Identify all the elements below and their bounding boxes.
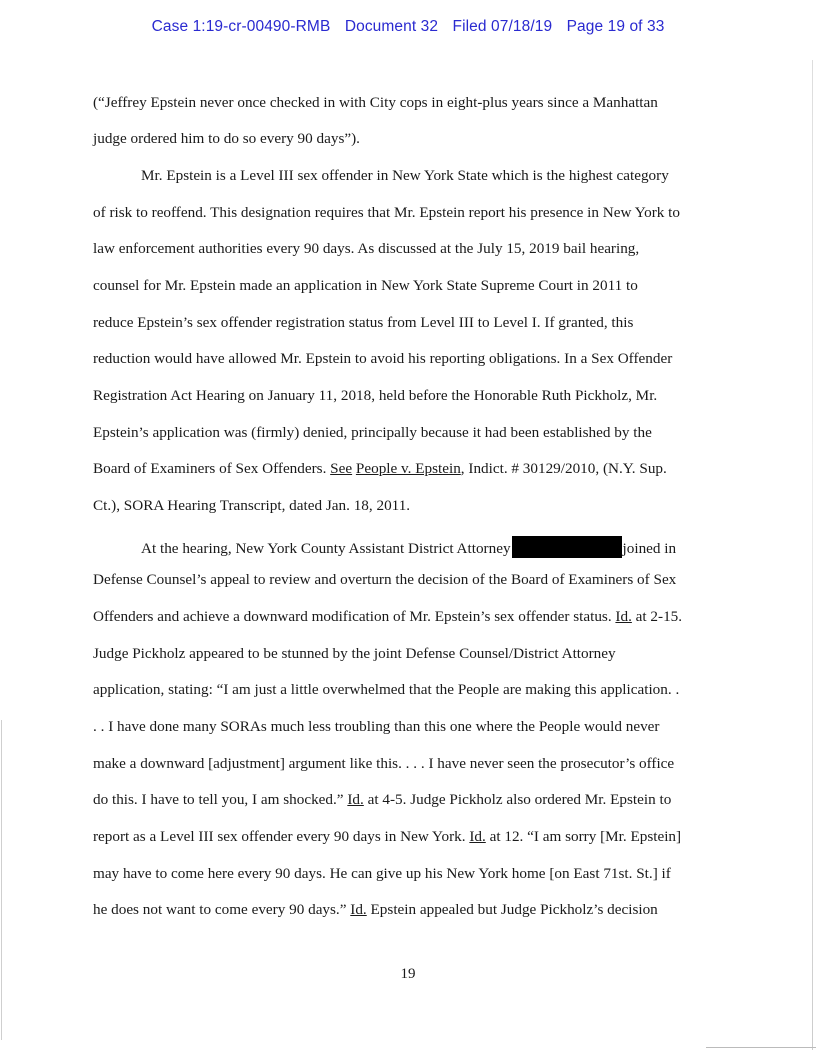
text-line (93, 901, 658, 919)
text-line (93, 608, 682, 626)
page-number: 19 (400, 966, 416, 982)
text-segment: at 4-5. Judge Pickholz also ordered Mr. Epstein to (363, 791, 672, 808)
text-line: Registration Act Hearing on January 11, 2018, held before the Honorable Ruth Pickholz, Mr. (93, 387, 658, 404)
text-line: . . I have done many SORAs much less troubling than this one where the People would never (93, 718, 660, 735)
scan-edge-right (812, 60, 813, 1050)
text-line (93, 791, 671, 809)
case-number: Case 1:19-cr-00490-RMB (151, 18, 331, 35)
redaction-block (512, 536, 622, 558)
id-citation: Id. (469, 828, 486, 845)
text-segment: Epstein appealed but Judge Pickholz’s decision (366, 901, 658, 918)
id-citation: Id. (350, 901, 367, 918)
text-line: reduction would have allowed Mr. Epstein to avoid his reporting obligations. In a Sex Offender (93, 350, 673, 367)
text-line: (“Jeffrey Epstein never once checked in with City cops in eight-plus years since a Manhattan (93, 94, 658, 111)
text-line: Mr. Epstein is a Level III sex offender in New York State which is the highest category (141, 167, 669, 184)
text-line: Ct.), SORA Hearing Transcript, dated Jan. 18, 2011. (93, 497, 411, 514)
filed-date: Filed 07/18/19 (452, 18, 553, 35)
case-citation: People v. Epstein (355, 460, 461, 477)
text-line: counsel for Mr. Epstein made an application in New York State Supreme Court in 2011 to (93, 277, 638, 294)
case-header (0, 18, 816, 36)
text-segment: Board of Examiners of Sex Offenders. (93, 460, 331, 477)
citation-signal: See (330, 460, 353, 477)
text-line: judge ordered him to do so every 90 days”). (93, 130, 360, 147)
text-segment: joined in (622, 540, 677, 557)
text-segment: he does not want to come every 90 days.” (93, 901, 351, 918)
text-line: of risk to reoffend. This designation requires that Mr. Epstein report his presence in New York to (93, 204, 680, 221)
scan-edge-left (1, 720, 2, 1040)
text-line: Defense Counsel’s appeal to review and overturn the decision of the Board of Examiners of Sex (93, 571, 677, 588)
text-line (141, 536, 676, 558)
text-line: make a downward [adjustment] argument like this. . . . I have never seen the prosecutor’s office (93, 755, 675, 772)
text-segment: at 12. “I am sorry [Mr. Epstein] (485, 828, 682, 845)
text-line: law enforcement authorities every 90 days. As discussed at the July 15, 2019 bail hearing, (93, 240, 640, 257)
text-segment: Offenders and achieve a downward modification of Mr. Epstein’s sex offender status. (93, 608, 616, 625)
document-number: Document 32 (344, 18, 439, 35)
text-segment: , Indict. # 30129/2010, (N.Y. Sup. (460, 460, 667, 477)
text-line: Epstein’s application was (firmly) denied, principally because it had been established by the (93, 424, 652, 441)
scan-edge-bottom (706, 1047, 816, 1048)
text-segment: report as a Level III sex offender every 90 days in New York. (93, 828, 470, 845)
id-citation: Id. (615, 608, 632, 625)
text-segment: At the hearing, New York County Assistant District Attorney (141, 540, 511, 557)
text-segment: do this. I have to tell you, I am shocked.” (93, 791, 348, 808)
text-line: Judge Pickholz appeared to be stunned by the joint Defense Counsel/District Attorney (93, 645, 616, 662)
text-line: reduce Epstein’s sex offender registration status from Level III to Level I. If granted, this (93, 314, 634, 331)
text-line (93, 460, 667, 478)
text-segment: at 2-15. (631, 608, 683, 625)
text-line: application, stating: “I am just a little overwhelmed that the People are making this application. . (93, 681, 680, 698)
text-line (93, 828, 681, 846)
id-citation: Id. (347, 791, 364, 808)
text-line: may have to come here every 90 days. He can give up his New York home [on East 71st. St.] if (93, 865, 671, 882)
page-indicator: Page 19 of 33 (566, 18, 665, 35)
